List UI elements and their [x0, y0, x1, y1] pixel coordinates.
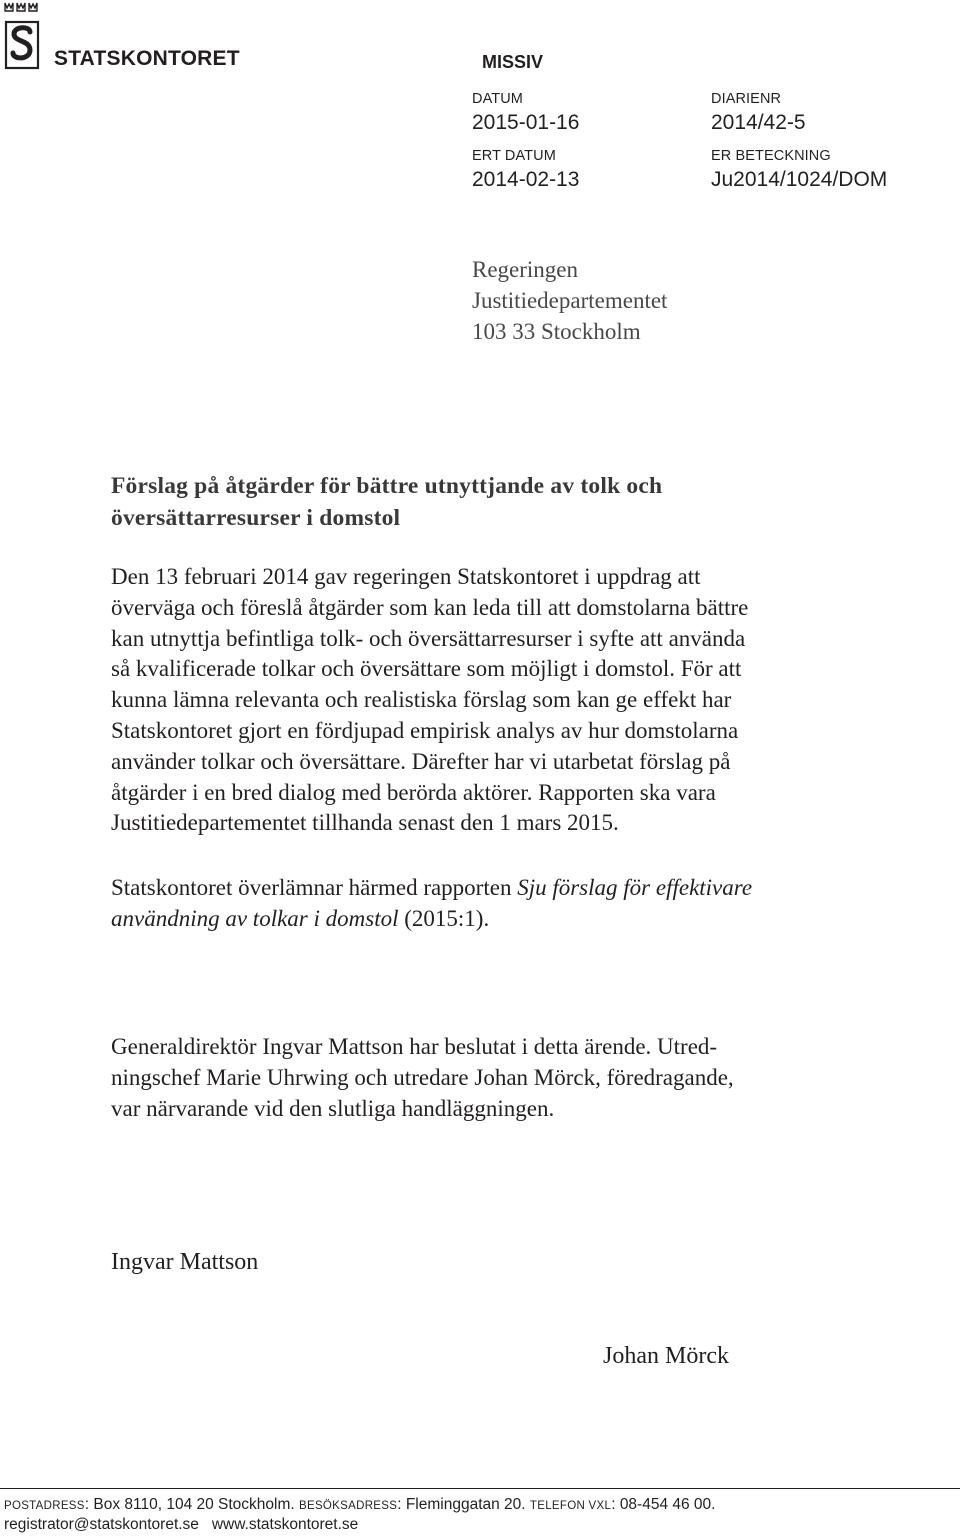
- body-paragraph-3: [111, 1032, 871, 1124]
- paragraph-line: Den 13 februari 2014 gav regeringen Statskontoret i uppdrag att: [111, 564, 701, 589]
- paragraph-line: Generaldirektör Ingvar Mattson har beslutat i detta ärende. Utred-: [111, 1034, 718, 1059]
- paragraph-line: åtgärder i en bred dialog med berörda aktörer. Rapporten ska vara: [111, 779, 716, 805]
- diarienr-label: DIARIENR: [711, 91, 782, 107]
- datum-label: DATUM: [472, 91, 523, 107]
- paragraph-line: så kvalificerade tolkar och översättare som möjligt i domstol. För att: [111, 656, 742, 682]
- title-line: översättarresurser i domstol: [111, 505, 401, 531]
- paragraph-line: överväga och föreslå åtgärder som kan leda till att domstolarna bättre: [111, 594, 749, 620]
- statskontoret-logo-icon: [2, 0, 42, 72]
- body-paragraph-1: [111, 562, 871, 839]
- report-title: Sju förslag för effektivare: [517, 875, 753, 900]
- postadress-value: : Box 8110, 104 20 Stockholm.: [84, 1496, 300, 1513]
- er-beteckning-value: Ju2014/1024/DOM: [711, 168, 888, 191]
- paragraph-text: Statskontoret överlämnar härmed rapporten: [111, 875, 518, 900]
- signature-johan-morck: Johan Mörck: [603, 1343, 729, 1369]
- body-paragraph-2: [111, 873, 871, 935]
- paragraph-line: kan utnyttja befintliga tolk- och översättarresurser i syfte att använda: [111, 625, 746, 651]
- paragraph-line: Justitiedepartementet tillhanda senast den 1 mars 2015.: [111, 810, 619, 836]
- footer-divider: [0, 1488, 960, 1489]
- ert-datum-label: ERT DATUM: [472, 148, 556, 164]
- paragraph-line: använder tolkar och översättare. Därefter har vi utarbetat förslag på: [111, 748, 731, 774]
- besoksadress-value: : Fleminggatan 20.: [397, 1496, 530, 1513]
- paragraph-line: kunna lämna relevanta och realistiska förslag som kan ge effekt har: [111, 687, 732, 713]
- telefon-value: : 08-454 46 00.: [611, 1496, 716, 1513]
- postadress-label: POSTADRESS: [4, 1500, 85, 1512]
- er-beteckning-label: ER BETECKNING: [711, 148, 831, 164]
- ert-datum-value: 2014-02-13: [472, 168, 580, 191]
- recipient-line: Regeringen: [472, 257, 579, 282]
- paragraph-line: [111, 873, 871, 904]
- paragraph-text: (2015:1).: [398, 905, 490, 931]
- paragraph-line: Statskontoret gjort en fördjupad empirisk analys av hur domstolarna: [111, 717, 739, 743]
- footer-contact-line: registrator@statskontoret.se www.statskontoret.se: [4, 1516, 359, 1533]
- title-line: Förslag på åtgärder för bättre utnyttjande av tolk och: [111, 473, 663, 499]
- paragraph-line: var närvarande vid den slutliga handläggningen.: [111, 1095, 555, 1121]
- telefon-label: TELEFON VXL: [529, 1500, 612, 1512]
- datum-value: 2015-01-16: [472, 111, 580, 134]
- recipient-line: 103 33 Stockholm: [472, 319, 641, 344]
- report-title: användning av tolkar i domstol: [111, 905, 399, 931]
- logo-wordmark: STATSKONTORET: [54, 47, 240, 70]
- document-type: MISSIV: [482, 52, 544, 72]
- diarienr-value: 2014/42-5: [711, 111, 806, 134]
- footer-address-line: [4, 1496, 715, 1514]
- signature-ingvar-mattson: Ingvar Mattson: [111, 1249, 259, 1275]
- paragraph-line: ningschef Marie Uhrwing och utredare Johan Mörck, föredragande,: [111, 1064, 734, 1090]
- recipient-line: Justitiedepartementet: [472, 288, 668, 313]
- paragraph-line: [111, 904, 871, 935]
- besoksadress-label: BESÖKSADRESS: [299, 1500, 398, 1512]
- recipient-address: [472, 254, 667, 347]
- document-title: [111, 470, 871, 534]
